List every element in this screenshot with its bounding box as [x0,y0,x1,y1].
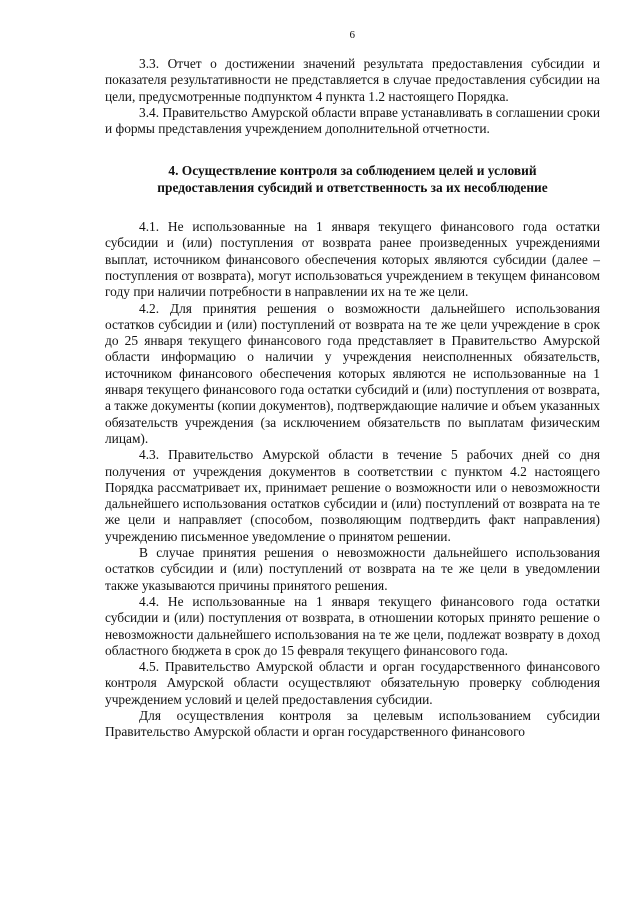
section-title-line-1: 4. Осуществление контроля за соблюдением целей и условий [168,163,537,179]
section-title [105,163,600,196]
paragraph-4-3-note: В случае принятия решения о невозможности дальнейшего использования остатков субсидии и (или) поступлений от возврата на те же цели в уведомлении также указываются причины принятого решения. [105,545,600,593]
paragraph-4-4: 4.4. Не использованные на 1 января текущего финансового года остатки субсидии и (или) поступления от возврата, в отношении которых принято решение о невозможности дальнейшего использования на те же цели, подлежат возврату в доход областного бюджета в срок до 15 февраля текущего финансового года. [105,593,600,658]
paragraph-4-2: 4.2. Для принятия решения о возможности дальнейшего использования остатков субсидии и (или) поступлений от возврата на те же цели учреждение в срок до 25 января текущего финансового года представляет в Правительство Амурской области информацию о наличии у учреждения неисполненных обязательств, источником финансового обеспечения которых являются не использованные на 1 января текущего финансового года остатки субсидий и (или) поступления от возврата, а также документы (копии документов), подтверждающие наличие и объем указанных обязательств учреждения (за исключением обязательств по выплатам физическим лицам). [105,300,600,446]
paragraph-4-5: 4.5. Правительство Амурской области и орган государственного финансового контроля Амурской области осуществляют обязательную проверку соблюдения учреждением условий и целей предоставления субсидии. [105,659,600,707]
paragraph-3-3: 3.3. Отчет о достижении значений результата предоставления субсидии и показателя результативности не представляется в случае предоставления субсидии на цели, предусмотренные подпунктом 4 пункта 1.2 настоящего Порядка. [105,56,600,104]
section-title-line-2: предоставления субсидий и ответственность за их несоблюдение [157,179,548,195]
page-number: 6 [349,29,356,41]
paragraph-4-1: 4.1. Не использованные на 1 января текущего финансового года остатки субсидии и (или) поступления от возврата ранее произведенных учреждениями выплат, источником финансового обеспечения которых являются субсидии (далее – поступления от возврата), могут использоваться учреждением в текущем финансовом году при наличии потребности в направлении их на те же цели. [105,219,600,300]
paragraph-4-3: 4.3. Правительство Амурской области в течение 5 рабочих дней со дня получения от учреждения документов в соответствии с пунктом 4.2 настоящего Порядка рассматривает их, принимает решение о возможности или о невозможности дальнейшего использования остатков субсидии и (или) поступлений от возврата на те же цели и направляет (способом, позволяющим подтвердить факт направления) учреждению письменное уведомление о принятом решении. [105,447,600,544]
paragraph-3-4: 3.4. Правительство Амурской области вправе устанавливать в соглашении сроки и формы представления учреждением дополнительной отчетности. [105,104,600,137]
paragraph-4-5-continued: Для осуществления контроля за целевым использованием субсидии Правительство Амурской области и орган государственного финансового [105,707,600,740]
